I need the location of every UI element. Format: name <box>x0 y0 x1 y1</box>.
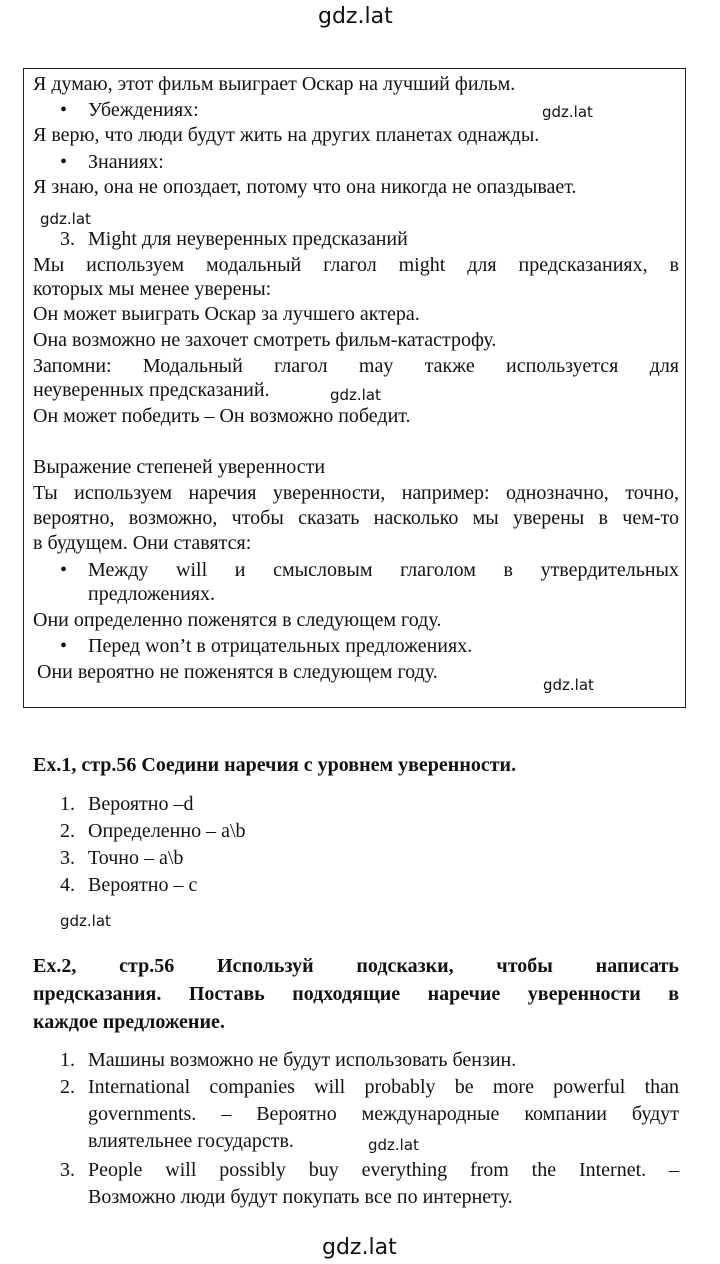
bullet-dot: • <box>60 151 68 173</box>
watermark: gdz.lat <box>542 103 593 121</box>
box-text-line: вероятно, возможно, чтобы сказать насколько мы уверены в чем-то <box>33 507 679 529</box>
bullet-text: предложениях. <box>88 583 216 605</box>
list-number: 2. <box>60 1076 75 1098</box>
list-number: 1. <box>60 793 75 815</box>
box-text-line: Я думаю, этот фильм выиграет Оскар на лучший фильм. <box>33 73 516 95</box>
bullet-text: Знаниях: <box>88 151 164 173</box>
watermark: gdz.lat <box>60 912 111 930</box>
exercise-2-title: каждое предложение. <box>33 1011 225 1033</box>
box-text-line: Он может победить – Он возможно победит. <box>33 405 411 427</box>
box-text-line: в будущем. Они ставятся: <box>33 532 252 554</box>
box-text-line: Я верю, что люди будут жить на других планетах однажды. <box>33 124 540 146</box>
box-text-line: Мы используем модальный глагол might для предсказаниях, в <box>33 254 679 276</box>
box-text-line: которых мы менее уверены: <box>33 278 272 300</box>
bullet-text: Между will и смысловым глаголом в утвердительных <box>88 559 679 581</box>
list-item: Точно – a\b <box>88 847 184 869</box>
list-number: 3. <box>60 1159 75 1181</box>
bullet-text: Убеждениях: <box>88 99 199 121</box>
box-text-line: Они определенно поженятся в следующем году. <box>33 609 442 631</box>
box-text-line: Ты используем наречия уверенности, например: однозначно, точно, <box>33 482 679 504</box>
list-item: People will possibly buy everything from the Internet. – <box>88 1159 679 1181</box>
section-heading: Might для неуверенных предсказаний <box>88 228 408 250</box>
list-number: 3. <box>60 847 75 869</box>
watermark: gdz.lat <box>368 1136 419 1154</box>
watermark: gdz.lat <box>543 676 594 694</box>
list-number: 1. <box>60 1049 75 1071</box>
bullet-text: Перед won’t в отрицательных предложениях. <box>88 635 473 657</box>
list-item: governments. – Вероятно международные компании будут <box>88 1103 679 1125</box>
watermark: gdz.lat <box>330 386 381 404</box>
list-item: Вероятно –d <box>88 793 194 815</box>
section-heading: Выражение степеней уверенности <box>33 456 326 478</box>
list-number: 2. <box>60 820 75 842</box>
list-item: Определенно – a\b <box>88 820 246 842</box>
box-text-line: Они вероятно не поженятся в следующем году. <box>37 661 438 683</box>
watermark-top: gdz.lat <box>318 4 393 29</box>
box-text-line: Она возможно не захочет смотреть фильм-катастрофу. <box>33 329 497 351</box>
box-text-line: Он может выиграть Оскар за лучшего актера. <box>33 303 420 325</box>
list-item: Вероятно – c <box>88 874 198 896</box>
bullet-dot: • <box>60 559 68 581</box>
watermark-bottom: gdz.lat <box>322 1235 397 1260</box>
box-text-line: Запомни: Модальный глагол may также используется для <box>33 355 679 377</box>
list-number: 4. <box>60 874 75 896</box>
box-text-line: неуверенных предсказаний. <box>33 379 270 401</box>
list-item: Машины возможно не будут использовать бензин. <box>88 1049 517 1071</box>
list-item: влиятельнее государств. <box>88 1130 294 1152</box>
list-number: 3. <box>60 228 75 250</box>
bullet-dot: • <box>60 635 68 657</box>
bullet-dot: • <box>60 99 68 121</box>
box-text-line: Я знаю, она не опоздает, потому что она никогда не опаздывает. <box>33 176 577 198</box>
exercise-2-title: предсказания. Поставь подходящие наречие уверенности в <box>33 983 679 1005</box>
list-item: International companies will probably be more powerful than <box>88 1076 679 1098</box>
exercise-2-title: Ex.2, стр.56 Используй подсказки, чтобы написать <box>33 955 679 977</box>
list-item: Возможно люди будут покупать все по интернету. <box>88 1186 513 1208</box>
exercise-1-title: Ex.1, стр.56 Соедини наречия с уровнем уверенности. <box>33 754 517 776</box>
watermark: gdz.lat <box>40 210 91 228</box>
